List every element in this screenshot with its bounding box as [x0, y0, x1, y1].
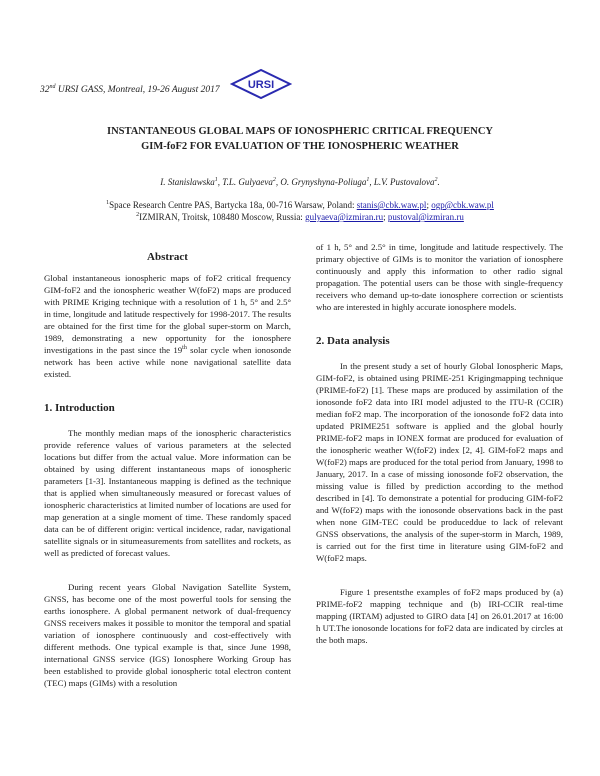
author-sep: ,	[217, 177, 223, 187]
author-name: O. Grynyshyna-Poliuga	[280, 177, 367, 187]
author-sep: ,	[369, 177, 374, 187]
affiliation-2: $^2$IZMIRAN, Troitsk, 108480 Moscow, Russia: gulyaeva@izmiran.ru; pustoval@izmiran.ru	[136, 212, 464, 222]
author-sup: 1	[366, 177, 370, 183]
abstract-sup: th	[182, 345, 187, 352]
introduction-paragraph: During recent years Global Navigation Satellite System, GNSS, has become one of the most powerful tools for sensing the earths ionosphere. A global permanent network of dual-frequency GNSS receivers makes it possible to monitor the temporal and spatial variation of ionosphere continuously and cost-effectively with different methods. One typical example is that, since June 1998, international GNSS service (IGS) Ionosphere Working Group has been established to provide global ionospheric total electron content (TEC) maps (GIMs) with a resolution	[44, 582, 291, 688]
affiliation-sup: 2	[136, 212, 140, 218]
author-name: I. Stanislawska	[160, 177, 215, 187]
svg-text:URSI: URSI	[247, 79, 275, 91]
conference-text: URSI GASS, Montreal, 19-26 August 2017	[55, 85, 220, 95]
email-link[interactable]: pustoval@izmiran.ru	[387, 212, 464, 222]
conference-header	[40, 85, 220, 95]
email-link[interactable]: ogp@cbk.waw.pl	[431, 200, 494, 210]
author	[374, 177, 440, 187]
data-analysis-paragraph: In the present study a set of hourly Global Ionospheric Maps, GIM-foF2, is obtained using PRIME-251 Krigingmapping technique (PRIME-foF2) [1]. These maps are produced by assimilation of the ionosonde foF2 data into IRI model adjusted to the ITU-R (CCIR) median foF2 map. The incorporation of the ionosonde foF2 data into updated PRIME251 software is applied and the global hourly PRIME-foF2 maps in IONEX format are produced for evaluation of the ionospheric weather W(foF2) index [2, 4]. GIM-foF2 maps and W(foF2) maps are produced for the total period from January, 1998 to January, 2017. In a case of missing ionosonde foF2 observation, the missing value is filled by prediction according to the method described in [4]. To demonstrate a potential for producing GIM-foF2 and W(foF2) maps with the ionosonde observations back in the past when none GIM-TEC could be produceddue to lack of relevant GNSS observations, the analysis of the super-storm in March, 1989, is carried out for the first time in literature using GIM-foF2 and W(foF2 maps.	[316, 361, 563, 563]
author-sup: 2	[434, 177, 438, 183]
left-column	[44, 251, 291, 689]
author-sep: .	[437, 177, 440, 187]
abstract-text-part: Global instantaneous ionospheric maps of foF2 critical frequency GIM-foF2 and the ionospheric weather W(foF2) maps are produced with PRIME Kriging technique with a resolution of 1 h, 5° and 2.5° in time, longitude and latitude respectively for 1998-2017. The results are obtained for the first time for the global super-storm on March, 1989, demonstrating a new opportunity for the ionosphere investigations in the past since the 19	[44, 273, 291, 355]
introduction-paragraph: of 1 h, 5° and 2.5° in time, longitude and latitude respectively. The primary objective of GIMs is to monitor the variation of ionosphere continuously and apply this information to other radio signal propagation. The potential users can be those with single-frequency receivers who demand up-to-date ionosphere correction or scientists who are interested in highly accurate ionosphere models.	[316, 242, 563, 312]
title-line-2: GIM-foF2 FOR EVALUATION OF THE IONOSPHERIC WEATHER	[141, 141, 459, 152]
affiliations	[40, 199, 560, 223]
introduction-paragraph: The monthly median maps of the ionospheric characteristics provide reference values of various parameters at the selected locations but differ from the actual value. More information can be obtained by using different instantaneous maps of ionospheric parameters [1-3]. Instantaneous mapping is defined as the technique that is applied when simultaneously measured or forecast values of ionospheric characteristics at limited number of locations are used for map generation at a single moment of time. These randomly spaced data can be of different origin: vertical incidence, radar, navigational satellite signals or in situmeasurements from satellites and rockets, as well as predicted of forecast values.	[44, 428, 291, 558]
introduction-heading: 1. Introduction	[44, 402, 115, 414]
author-sup: 1	[214, 177, 218, 183]
affiliation-text: IZMIRAN, Troitsk, 108480 Moscow, Russia:	[139, 212, 306, 222]
author-sep: ,	[275, 177, 281, 187]
author	[222, 177, 280, 187]
title-line-1: INSTANTANEOUS GLOBAL MAPS OF IONOSPHERIC CRITICAL FREQUENCY	[106, 126, 494, 137]
conference-sup: nd	[49, 83, 56, 90]
author-name: L.V. Pustovalova	[373, 177, 435, 187]
author-sup: 2	[272, 177, 276, 183]
right-column	[316, 241, 563, 646]
abstract-heading: Abstract	[147, 251, 188, 263]
author-name: T.L. Gulyaeva	[222, 177, 273, 187]
ursi-logo	[230, 68, 292, 100]
author	[160, 177, 222, 187]
data-analysis-paragraph: Figure 1 presentsthe examples of foF2 maps produced by (a) PRIME-foF2 mapping technique and (b) IRI-CCIR real-time mapping (IRTAM) adjusted to GIRO data [4] on 26.01.2017 at 16:00 h UT.The ionosonde locations for foF2 data are indicated by circles at the both maps.	[316, 587, 563, 645]
author-list	[40, 177, 560, 187]
author	[280, 177, 373, 187]
conference-ordinal: 32	[40, 85, 50, 95]
paper-title	[40, 124, 560, 154]
affiliation-sup: 1	[106, 200, 110, 206]
abstract-text-part: solar cycle when ionosonde network has been active while none navigational satellite data existed.	[44, 345, 291, 379]
email-link[interactable]: gulyaeva@izmiran.ru	[305, 212, 384, 222]
affiliation-text: Space Research Centre PAS, Bartycka 18a, 00-716 Warsaw, Poland:	[109, 200, 357, 210]
abstract-text	[44, 272, 291, 380]
data-analysis-heading: 2. Data analysis	[316, 335, 390, 347]
affiliation-1: $^1$Space Research Centre PAS, Bartycka 18a, 00-716 Warsaw, Poland: stanis@cbk.waw.pl; ogp@cbk.waw.pl	[106, 200, 494, 210]
email-link[interactable]: stanis@cbk.waw.pl	[356, 200, 427, 210]
